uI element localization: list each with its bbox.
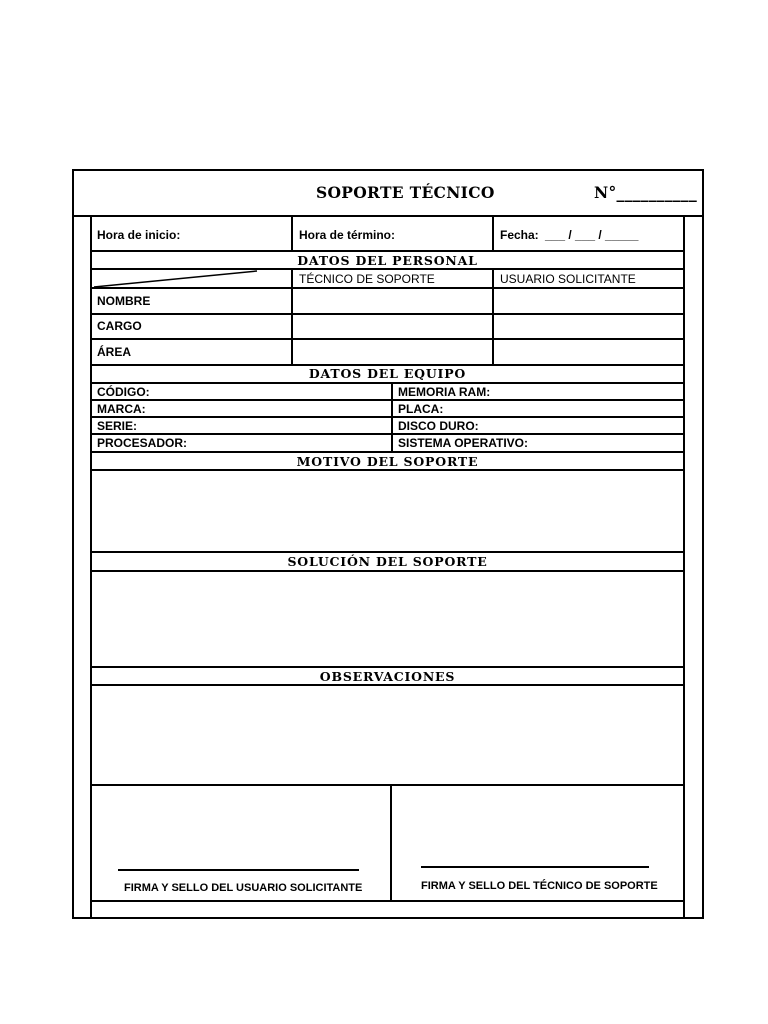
equipment-row2-bottom	[90, 416, 685, 418]
equipment-field-marca[interactable]: MARCA:	[97, 402, 146, 416]
equipment-field-procesador[interactable]: PROCESADOR:	[97, 436, 188, 450]
solution-box-bottom	[90, 666, 685, 668]
equipment-row1-bottom	[90, 399, 685, 401]
row-label-nombre: NOMBRE	[97, 294, 151, 308]
area-technician-cell[interactable]	[293, 340, 492, 364]
date-field[interactable]: ___ / ___ / _____	[545, 228, 639, 242]
area-user-cell[interactable]	[494, 340, 683, 364]
technician-signature-label: FIRMA Y SELLO DEL TÉCNICO DE SOPORTE	[421, 880, 658, 892]
equipment-row4-bottom	[90, 451, 685, 453]
nombre-user-cell[interactable]	[494, 289, 683, 313]
col-user-header: USUARIO SOLICITANTE	[500, 272, 636, 286]
date-label: Fecha:	[500, 228, 539, 242]
equipment-field-serie[interactable]: SERIE:	[97, 419, 138, 433]
user-signature-label: FIRMA Y SELLO DEL USUARIO SOLICITANTE	[124, 882, 363, 894]
col-technician-header: TÉCNICO DE SOPORTE	[299, 272, 435, 286]
equipment-field-sistema[interactable]: SISTEMA OPERATIVO:	[398, 436, 529, 450]
nombre-technician-cell[interactable]	[293, 289, 492, 313]
personal-section-title: DATOS DEL PERSONAL	[297, 253, 478, 268]
header-row-bottom	[90, 250, 685, 252]
observations-section-title: OBSERVACIONES	[319, 669, 456, 684]
equipment-field-codigo[interactable]: CÓDIGO:	[97, 385, 150, 399]
equipment-field-placa[interactable]: PLACA:	[398, 402, 444, 416]
equipment-title-bottom	[90, 382, 685, 384]
solution-section-title: SOLUCIÓN DEL SOPORTE	[287, 554, 488, 569]
reason-section-title: MOTIVO DEL SOPORTE	[296, 454, 479, 469]
equipment-field-memoria[interactable]: MEMORIA RAM:	[398, 385, 491, 399]
form-title: SOPORTE TÉCNICO	[316, 183, 495, 202]
equipment-field-disco[interactable]: DISCO DURO:	[398, 419, 479, 433]
cargo-technician-cell[interactable]	[293, 315, 492, 338]
observations-text-area[interactable]	[92, 686, 683, 784]
reason-text-area[interactable]	[92, 471, 683, 551]
cargo-user-cell[interactable]	[494, 315, 683, 338]
row-label-area: ÁREA	[97, 345, 132, 359]
technician-signature-line	[421, 866, 649, 868]
user-signature-line	[118, 869, 359, 871]
equipment-row3-bottom	[90, 433, 685, 435]
reason-box-bottom	[90, 551, 685, 553]
end-time-field[interactable]: Hora de término:	[299, 228, 396, 242]
header-divider-1	[291, 216, 293, 250]
equipment-section-title: DATOS DEL EQUIPO	[308, 366, 467, 381]
solution-text-area[interactable]	[92, 572, 683, 666]
title-divider	[72, 215, 704, 217]
form-number-field[interactable]: N°__________	[594, 183, 698, 202]
header-divider-2	[492, 216, 494, 250]
signature-row-bottom	[90, 900, 685, 902]
row-label-cargo: CARGO	[97, 319, 142, 333]
diagonal-slash	[92, 269, 260, 289]
start-time-field[interactable]: Hora de inicio:	[97, 228, 181, 242]
